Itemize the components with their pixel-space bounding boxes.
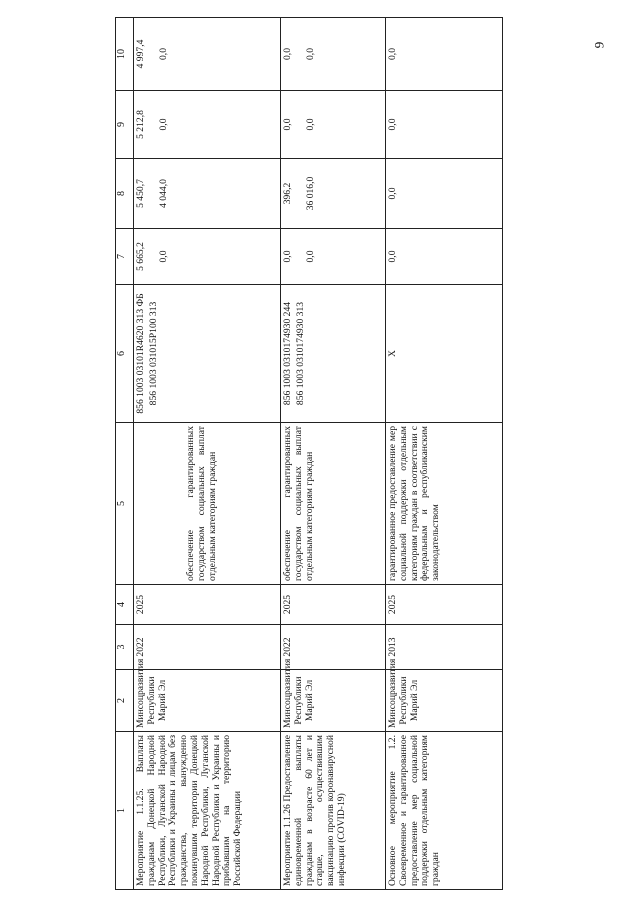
table-row <box>281 18 386 890</box>
expected-result: обеспечение гарантированных государством социальных выплат отдельным категориям граждан <box>281 423 386 585</box>
value-a: 0,0 <box>282 48 293 60</box>
header-cell: 1 <box>116 732 134 890</box>
executor: Минсоцразвития Республики Марий Эл <box>386 670 503 732</box>
header-cell: 7 <box>116 229 134 285</box>
header-cell: 9 <box>116 91 134 159</box>
start-year: 2022 <box>281 625 386 670</box>
value-col8 <box>134 159 281 229</box>
budget-code <box>134 285 281 423</box>
value-col7: 0,0 <box>386 229 503 285</box>
value-col10 <box>281 18 386 91</box>
header-cell: 2 <box>116 670 134 732</box>
table-row <box>134 18 281 890</box>
value-col10: 0,0 <box>386 18 503 91</box>
header-cell: 10 <box>116 18 134 91</box>
executor: Минсоцразвития Республики Марий Эл <box>134 670 281 732</box>
value-a: 5 665,2 <box>135 242 146 271</box>
activity-name: Основное мероприятие 1.2. Своевременное и гарантированное предоставление мер социальной поддержки отдельным категориям граждан <box>386 732 503 890</box>
value-col8: 0,0 <box>386 159 503 229</box>
header-row <box>116 18 134 890</box>
expected-result <box>134 423 281 585</box>
value-col7 <box>281 229 386 285</box>
value-a: 5 450,7 <box>135 179 146 208</box>
value-b: 0,0 <box>157 118 169 131</box>
value-b: 0,0 <box>157 48 169 60</box>
value-col7 <box>134 229 281 285</box>
value-col10 <box>134 18 281 91</box>
header-cell: 3 <box>116 625 134 670</box>
start-year: 2013 <box>386 625 503 670</box>
end-year: 2025 <box>386 585 503 625</box>
budget-code-a: 856 1003 0310174930 244 <box>282 301 293 406</box>
budget-code-b: 856 1003 0310174930 313 <box>294 301 306 406</box>
budget-code-b: 856 1003 031015Р100 313 <box>147 301 159 406</box>
value-a: 5 212,8 <box>135 110 146 139</box>
value-a: 4 997,4 <box>135 39 146 69</box>
header-cell: 5 <box>116 423 134 585</box>
activity-name: Мероприятие 1.1.26 Предоставление единовременной выплаты гражданам в возрасте 60 лет и старше, осуществившим вакцинацию против коронавирусной инфекции (COVID-19) <box>281 732 386 890</box>
header-cell: 6 <box>116 285 134 423</box>
budget-code <box>281 285 386 423</box>
value-a: 396,2 <box>282 182 293 205</box>
header-cell: 8 <box>116 159 134 229</box>
value-b: 36 016,0 <box>304 176 316 211</box>
start-year: 2022 <box>134 625 281 670</box>
budget-code: X <box>386 285 503 423</box>
value-b: 0,0 <box>304 48 316 60</box>
program-table <box>115 17 503 890</box>
value-a: 0,0 <box>282 118 293 131</box>
value-col9: 0,0 <box>386 91 503 159</box>
value-a: 0,0 <box>282 250 293 263</box>
header-cell: 4 <box>116 585 134 625</box>
end-year: 2025 <box>281 585 386 625</box>
budget-code-a: 856 1003 03101R4620 313 ФБ <box>135 293 146 414</box>
table-row <box>386 18 503 890</box>
executor: Минсоцразвития Республики Марий Эл <box>281 670 386 732</box>
value-b: 0,0 <box>304 250 316 263</box>
page-number: 9 <box>591 41 607 49</box>
expected-result: гарантированное предоставление мер социальной поддержки отдельным категориям граждан в соответствии с федеральным и республиканским законодательством <box>386 423 503 585</box>
value-b: 0,0 <box>157 250 169 263</box>
end-year: 2025 <box>134 585 281 625</box>
value-col9 <box>134 91 281 159</box>
value-b: 4 044,0 <box>157 179 169 208</box>
value-col9 <box>281 91 386 159</box>
expected-result-text: обеспечение гарантированных государством социальных выплат отдельным категориям граждан <box>185 426 218 581</box>
activity-name: Мероприятие 1.1.25. Выплаты гражданам Донецкой Народной Республики, Луганской Народной Республики и Украины и лицам без гражданства, вынужденно покинувшим территории Донецкой Народной Республики, Луганской Народной Республики и Украины и прибывшим на территорию Российской Федерации <box>134 732 281 890</box>
rotated-table-container <box>115 18 615 890</box>
value-col8 <box>281 159 386 229</box>
value-b: 0,0 <box>304 118 316 131</box>
